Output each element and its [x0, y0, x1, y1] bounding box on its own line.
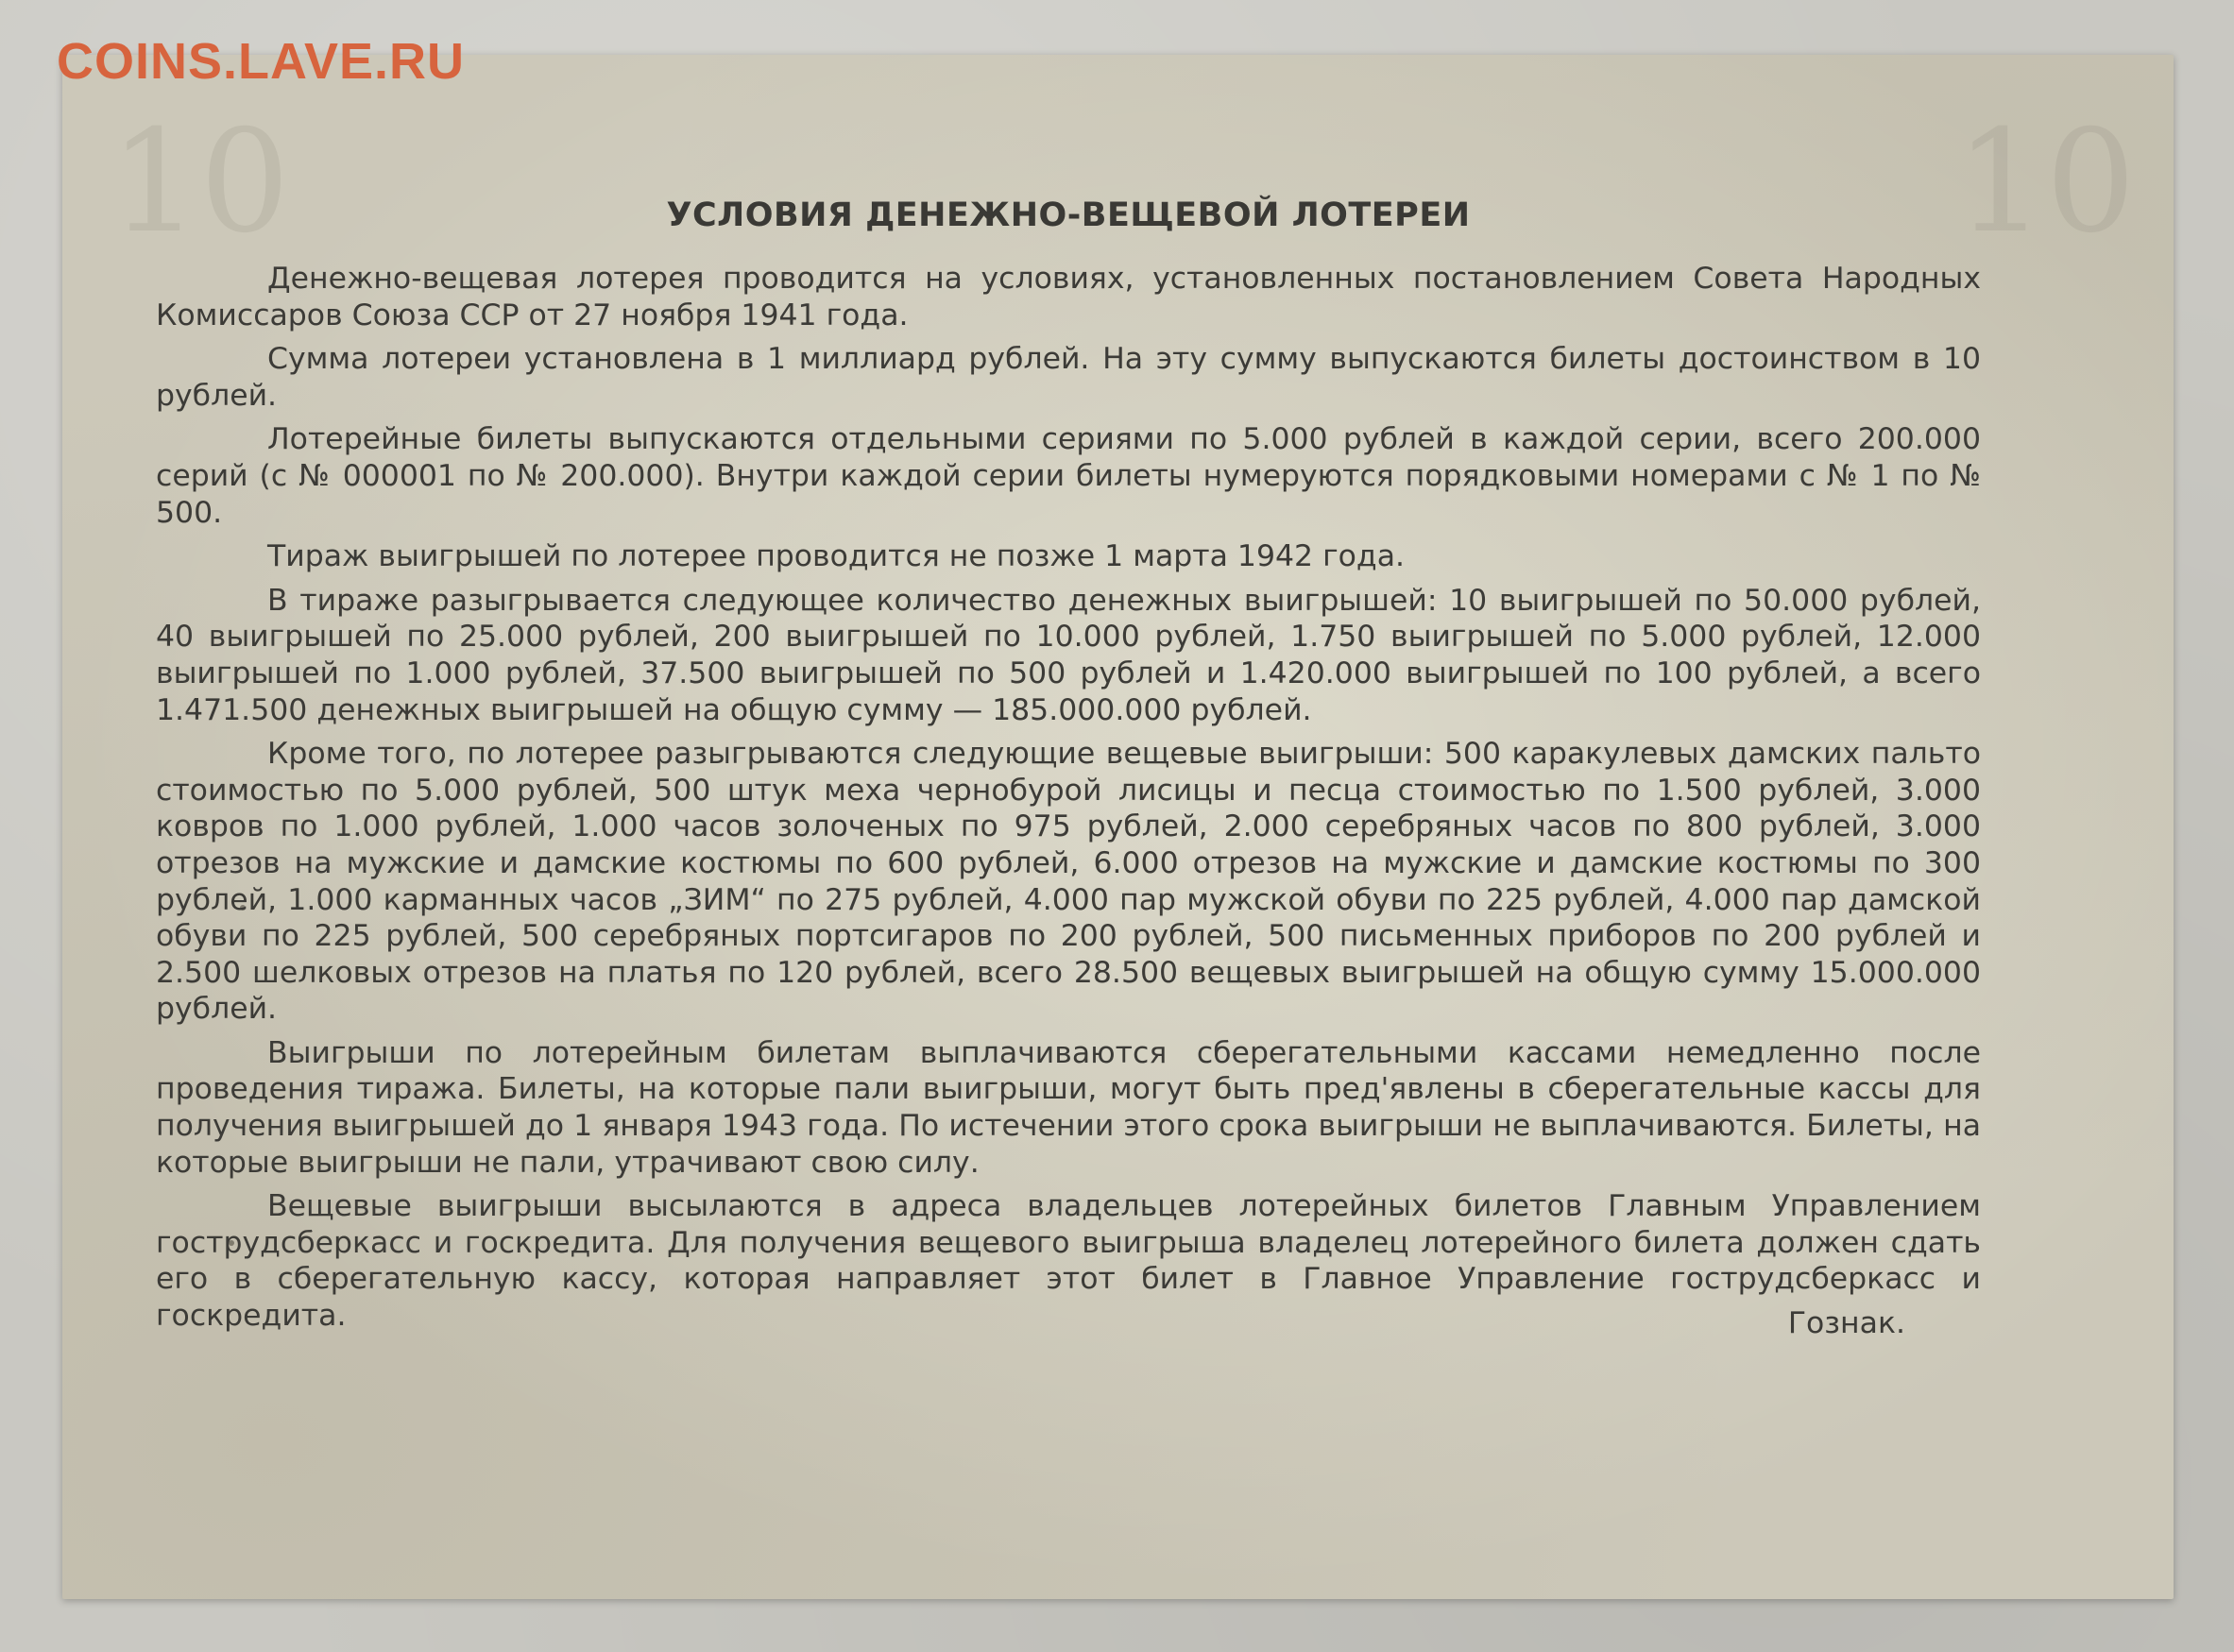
issuer-signature: Гознак. [1787, 1306, 1905, 1341]
paragraph-series: Лотерейные билеты выпускаются отдельными сериями по 5.000 рублей в каждой серии, всего 200.000 серий (с № 000001 по № 200.000). Внутри каждой серии билеты нумеруются порядковыми номерами с № 1 по № 500. [156, 422, 1981, 530]
site-watermark: COINS.LAVE.RU [57, 33, 466, 90]
document-title: УСЛОВИЯ ДЕНЕЖНО-ВЕЩЕВОЙ ЛОТЕРЕИ [666, 196, 1471, 234]
ghost-denomination-right: 10 [1955, 100, 2136, 264]
ghost-denomination-left: 10 [110, 100, 290, 264]
paragraph-lottery-sum: Сумма лотереи установлена в 1 миллиард рублей. На эту сумму выпускаются билеты достоинством в 10 рублей. [156, 342, 1981, 413]
paragraph-goods-delivery: Вещевые выигрыши высылаются в адреса владельцев лотерейных билетов Главным Управлением гострудсберкасс и госкредита. Для получения вещевого выигрыша владелец лотерейного билета должен сдать его в сберегательную кассу, которая направляет этот билет в Главное Управление гострудсберкасс и госкредита. [156, 1189, 1981, 1334]
paragraph-cash-prizes: В тираже разыгрывается следующее количество денежных выигрышей: 10 выигрышей по 50.000 рублей, 40 выигрышей по 25.000 рублей, 200 выигрышей по 10.000 рублей, 1.750 выигрышей по 5.000 рублей, 12.000 выигрышей по 1.000 рублей, 37.500 выигрышей по 500 рублей и 1.420.000 выигрышей по 100 рублей, а всего 1.471.500 денежных выигрышей на общую сумму — 185.000.000 рублей. [156, 583, 1981, 727]
paragraph-goods-prizes: Кроме того, по лотерее разыгрываются следующие вещевые выигрыши: 500 каракулевых дамских пальто стоимостью по 5.000 рублей, 500 штук меха чернобурой лисицы и песца стоимостью по 1.500 рублей, 3.000 ковров по 1.000 рублей, 1.000 часов золоченых по 975 рублей, 2.000 серебряных часов по 800 рублей, 3.000 отрезов на мужские и дамские костюмы по 600 рублей, 6.000 отрезов на мужские и дамские костюмы по 300 рублей, 1.000 карманных часов „ЗИМ“ по 275 рублей, 4.000 пар мужской обуви по 225 рублей, 4.000 пар дамской обуви по 225 рублей, 500 серебряных портсигаров по 200 рублей, 500 письменных приборов по 200 рублей и 2.500 шелковых отрезов на платья по 120 рублей, всего 28.500 вещевых выигрышей на общую сумму 15.000.000 рублей. [156, 737, 1981, 1027]
paragraph-draw-date: Тираж выигрышей по лотерее проводится не позже 1 марта 1942 года. [267, 539, 1406, 574]
paragraph-payout: Выигрыши по лотерейным билетам выплачиваются сберегательными кассами немедленно после проведения тиража. Билеты, на которые пали выигрыши, могут быть пред'явлены в сберегательные кассы для получения выигрышей до 1 января 1943 года. По истечении этого срока выигрыши не выплачиваются. Билеты, на которые выигрыши не пали, утрачивают свою силу. [156, 1035, 1981, 1180]
lottery-conditions-text [156, 132, 1981, 1350]
paragraph-legal-basis: Денежно-вещевая лотерея проводится на условиях, установленных постановлением Совета Народных Комиссаров Союза ССР от 27 ноября 1941 года. [156, 262, 1981, 332]
